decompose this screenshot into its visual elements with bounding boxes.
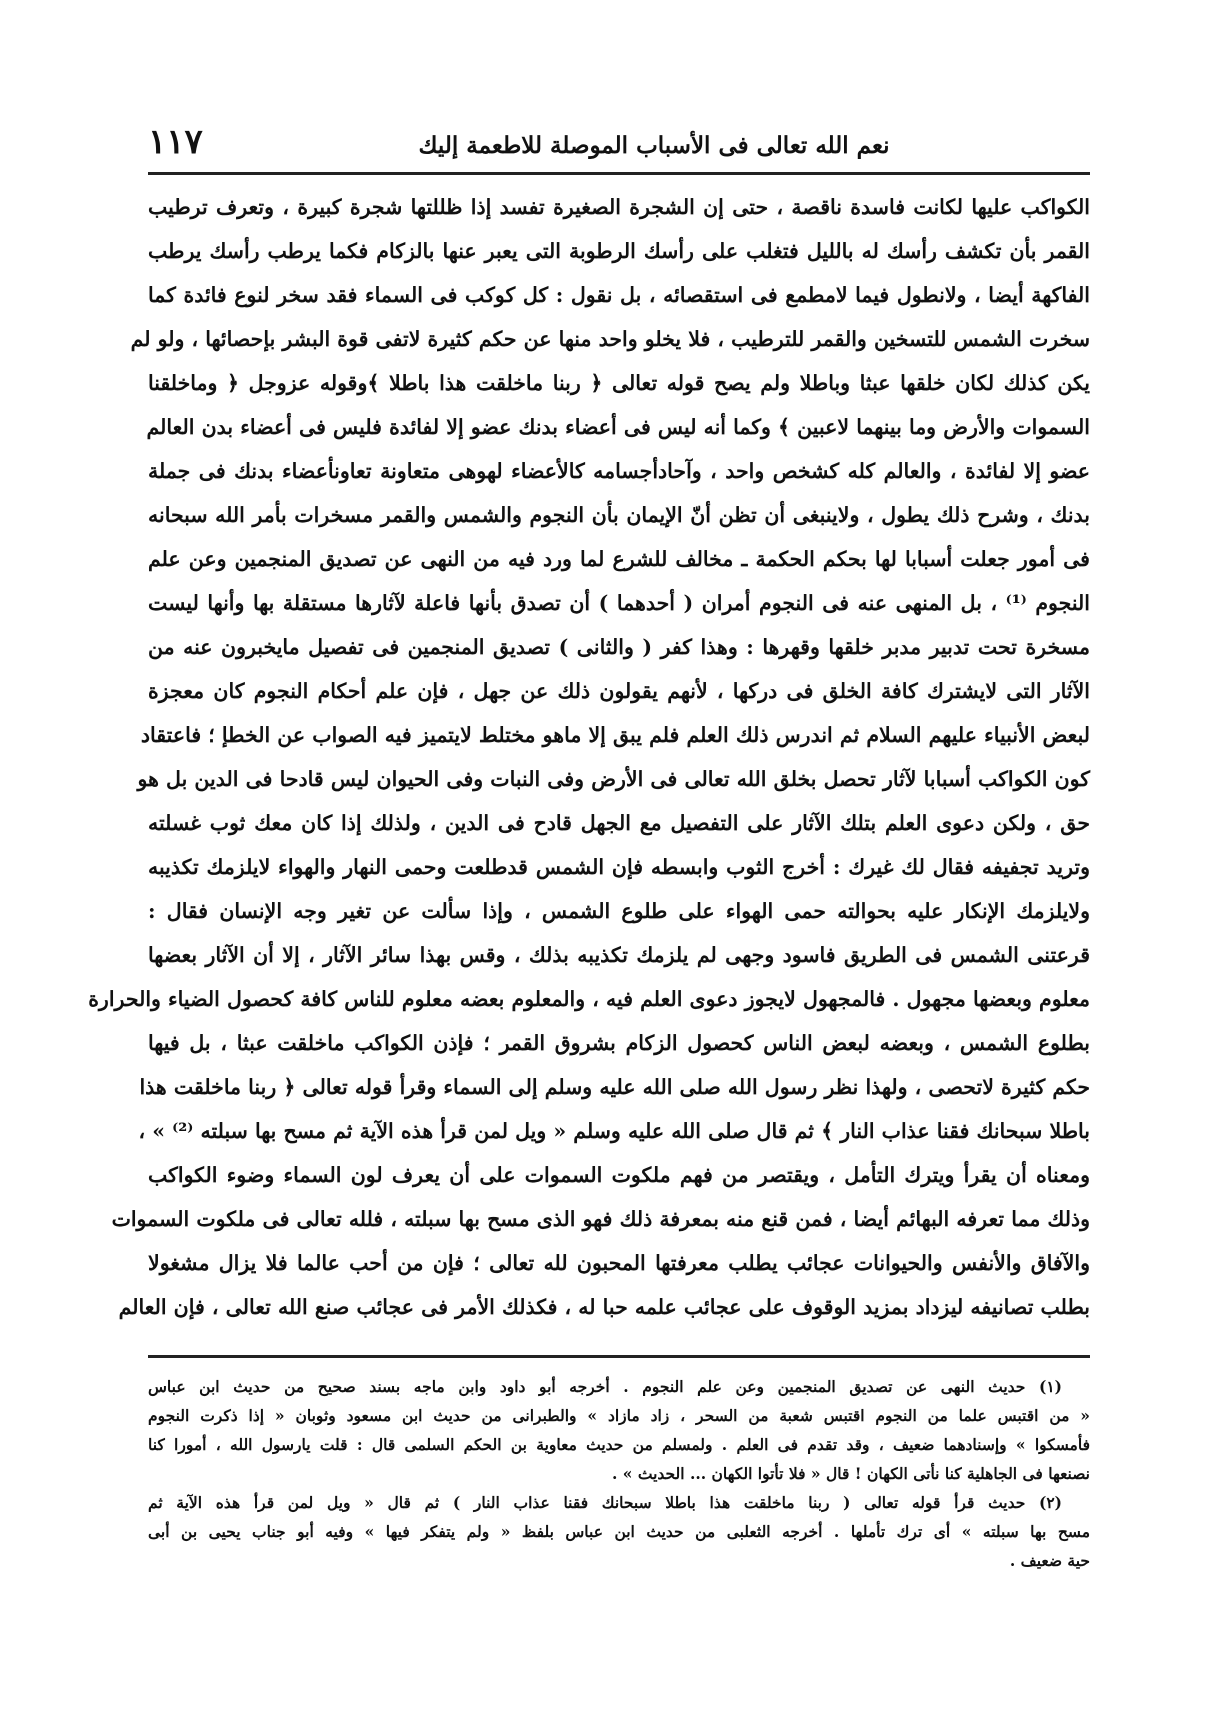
body-line: كون الكواكب أسبابا لآثار تحصل بخلق الله تعالى فى الأرض وفى النبات وفى الحيوان ليس قادحا فى الدين بل هو: [137, 767, 1090, 791]
footnote-line: مسح بها سبلته » أى ترك تأملها . أخرجه الثعلبى من حديث ابن عباس بلفظ « ولم يتفكر فيها » وفيه أبو جناب يحيى بن أبى: [148, 1522, 1090, 1541]
body-line: حق ، ولكن دعوى العلم بتلك الآثار على التفصيل مع الجهل قادح فى الدين ، ولذلك إذا كان معك ثوب غسلته: [148, 811, 1090, 835]
footnote-line: (٢) حديث قرأ قوله تعالى ( ربنا ماخلقت هذا باطلا سبحانك فقنا عذاب النار ) ثم قال « ويل لمن قرأ هذه الآية ثم: [148, 1493, 1062, 1512]
body-line: يكن كذلك لكان خلقها عبثا وباطلا ولم يصح قوله تعالى ﴿ ربنا ماخلقت هذا باطلا ﴾وقوله عزوجل ﴿ وماخلقنا: [148, 371, 1090, 395]
body-line: بدنك ، وشرح ذلك يطول ، ولاينبغى أن تظن أنّ الإيمان بأن النجوم والشمس والقمر مسخرات بأمر الله سبحانه: [148, 503, 1090, 527]
footnote-line: (١) حديث النهى عن تصديق المنجمين وعن علم النجوم . أخرجه أبو داود وابن ماجه بسند صحيح من حديث ابن عباس: [148, 1377, 1062, 1396]
footnote-line: نصنعها فى الجاهلية كنا نأتى الكهان ! قال « فلا تأتوا الكهان ... الحديث » .: [611, 1464, 1090, 1483]
footnote-line: « من اقتبس علما من النجوم اقتبس شعبة من السحر ، زاد مازاد » والطبرانى من حديث ابن مسعود وثوبان « إذا ذكرت النجوم: [148, 1406, 1090, 1425]
body-line: لبعض الأنبياء عليهم السلام ثم اندرس ذلك العلم فلم يبق إلا ماهو مختلط لايتميز فيه الصواب عن الخطإ ؛ فاعتقاد: [140, 723, 1090, 747]
body-line: القمر بأن تكشف رأسك له بالليل فتغلب على رأسك الرطوبة التى يعبر عنها بالزكام فكما يرطب رأسك يرطب: [148, 239, 1090, 263]
body-line: الفاكهة أيضا ، ولانطول فيما لامطمع فى استقصائه ، بل نقول : كل كوكب فى السماء فقد سخر لنوع فائدة كما: [148, 283, 1090, 307]
book-page: [88, 110, 1090, 1575]
body-line: بطلوع الشمس ، وبعضه لبعض الناس كحصول الزكام بشروق القمر ؛ فإذن الكواكب ماخلقت عبثا ، بل فيها: [148, 1031, 1090, 1055]
body-line: ومعناه أن يقرأ ويترك التأمل ، ويقتصر من فهم ملكوت السموات على أن يعرف لون السماء وضوء الكواكب: [148, 1163, 1090, 1187]
body-line: حكم كثيرة لاتحصى ، ولهذا نظر رسول الله صلى الله عليه وسلم إلى السماء وقرأ قوله تعالى ﴿ ربنا ماخلقت هذا: [139, 1075, 1090, 1099]
footnote-line: فأمسكوا » وإسنادهما ضعيف ، وقد تقدم فى العلم . ولمسلم من حديث معاوية بن الحكم السلمى قال : قلت يارسول الله ، أمورا كنا: [148, 1435, 1090, 1454]
body-line: سخرت الشمس للتسخين والقمر للترطيب ، فلا يخلو واحد منها عن حكم كثيرة لاتفى قوة البشر بإحصائها ، ولو لم: [130, 327, 1090, 351]
page-header: [148, 110, 1090, 172]
body-line: باطلا سبحانك فقنا عذاب النار ﴾ ثم قال صلى الله عليه وسلم « ويل لمن قرأ هذه الآية ثم مسح بها سبلته ⁽²⁾ » ،: [138, 1119, 1090, 1143]
body-line: السموات والأرض وما بينهما لاعبين ﴾ وكما أنه ليس فى أعضاء بدنك عضو إلا لفائدة فليس فى أعضاء بدن العالم: [146, 415, 1090, 439]
header-rule: [148, 172, 1090, 175]
body-line: مسخرة تحت تدبير مدبر خلقها وقهرها : وهذا كفر ( والثانى ) تصديق المنجمين فى تفصيل مايخبرون عنه من: [148, 635, 1090, 659]
body-line: بطلب تصانيفه ليزداد بمزيد الوقوف على عجائب علمه حبا له ، فكذلك الأمر فى عجائب صنع الله تعالى ، فإن العالم: [118, 1295, 1090, 1319]
body-line: الآثار التى لايشترك كافة الخلق فى دركها ، لأنهم يقولون ذلك عن جهل ، فإن علم أحكام النجوم كان معجزة: [148, 679, 1090, 703]
body-line: والآفاق والأنفس والحيوانات عجائب يطلب معرفتها المحبون لله تعالى ؛ فإن من أحب عالما فلا يزال مشغولا: [148, 1251, 1090, 1275]
body-line: معلوم وبعضها مجهول . فالمجهول لايجوز دعوى العلم فيه ، والمعلوم بعضه معلوم للناس كافة كحصول الضياء والحرارة: [88, 987, 1090, 1011]
body-line: وتريد تجفيفه فقال لك غيرك : أخرج الثوب وابسطه فإن الشمس قدطلعت وحمى النهار والهواء لايلزمك تكذيبه: [148, 855, 1090, 879]
body-line: قرعتنى الشمس فى الطريق فاسود وجهى لم يلزمك تكذيبه بذلك ، وقس بهذا سائر الآثار ، إلا أن الآثار بعضها: [148, 943, 1090, 967]
body-line: فى أمور جعلت أسبابا لها بحكم الحكمة ـ مخالف للشرع لما ورد فيه من النهى عن تصديق المنجمين وعن علم: [148, 547, 1090, 571]
body-line: الكواكب عليها لكانت فاسدة ناقصة ، حتى إن الشجرة الصغيرة تفسد إذا ظللتها شجرة كبيرة ، وتعرف ترطيب: [148, 195, 1090, 219]
running-title: نعم الله تعالى فى الأسباب الموصلة للاطعمة إليك: [418, 132, 890, 159]
footnote-rule: [148, 1355, 1090, 1358]
body-line: ولايلزمك الإنكار عليه بحوالته حمى الهواء على طلوع الشمس ، وإذا سألت عن تغير وجه الإنسان فقال :: [148, 899, 1090, 923]
body-line: النجوم ⁽¹⁾ ، بل المنهى عنه فى النجوم أمران ( أحدهما ) أن تصدق بأنها فاعلة لآثارها مستقلة بها وأنها ليست: [148, 591, 1090, 615]
page-number: ١١٧: [148, 122, 203, 162]
body-line: عضو إلا لفائدة ، والعالم كله كشخص واحد ، وآحادأجسامه كالأعضاء لهوهى متعاونة تعاونأعضاء بدنك فى جملة: [148, 459, 1090, 483]
body-text: [88, 185, 1090, 1329]
footnotes: [148, 1372, 1090, 1575]
footnote-line: حية ضعيف .: [1009, 1551, 1090, 1570]
body-line: وذلك مما تعرفه البهائم أيضا ، فمن قنع منه بمعرفة ذلك فهو الذى مسح بها سبلته ، فلله تعالى فى ملكوت السموات: [111, 1207, 1090, 1231]
